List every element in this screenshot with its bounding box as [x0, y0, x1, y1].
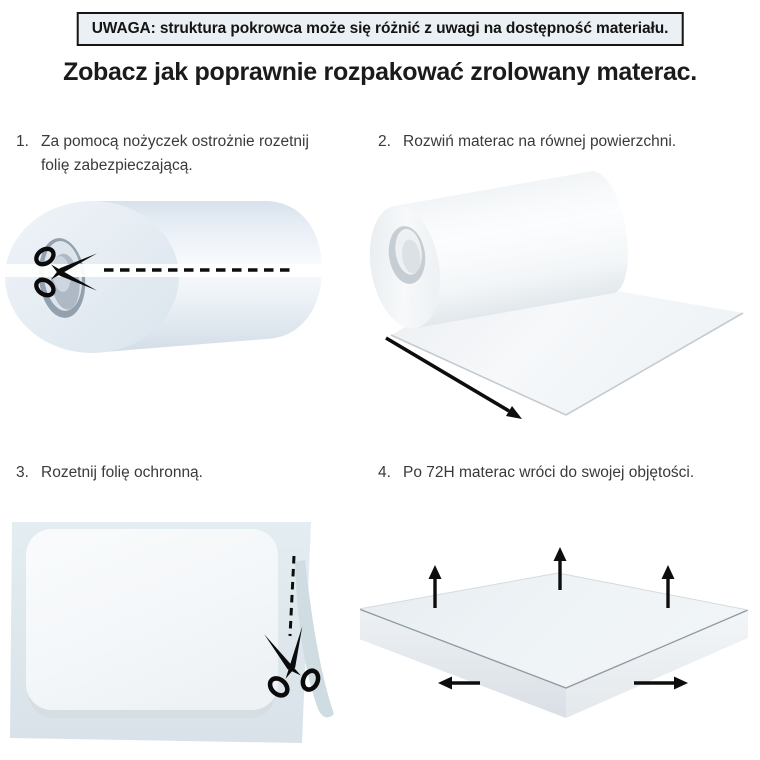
page-title: Zobacz jak poprawnie rozpakować zrolowany materac. [63, 58, 697, 86]
step-2-text: Rozwiń materac na równej powierzchni. [403, 133, 677, 150]
step-2-label [378, 130, 750, 154]
warning-banner [77, 12, 684, 46]
expanding-mattress-illustration [360, 520, 760, 760]
step-4-text: Po 72H materac wróci do swojej objętości. [403, 464, 695, 481]
step-3-number: 3. [16, 464, 29, 481]
mattress-roll-graphic [0, 201, 345, 353]
mattress-slab [360, 573, 748, 718]
warning-banner-text: UWAGA: struktura pokrowca może się różnić z uwagi na dostępność materiału. [91, 20, 669, 37]
film-cutting-illustration [0, 510, 345, 750]
unrolling-mattress-illustration [360, 160, 760, 430]
step-3-text: Rozetnij folię ochronną. [41, 464, 203, 481]
step-1-text: Za pomocą nożyczek ostrożnie rozetnij folię zabezpieczającą. [41, 133, 309, 174]
step-4-label [378, 461, 750, 485]
step-2-number: 2. [378, 133, 391, 150]
step-1-number: 1. [16, 133, 29, 150]
rolled-mattress-cut-illustration [0, 182, 345, 382]
mattress-top-view [26, 529, 278, 718]
step-3-label [16, 461, 346, 485]
step-1-label [16, 130, 331, 178]
step-4-number: 4. [378, 464, 391, 481]
